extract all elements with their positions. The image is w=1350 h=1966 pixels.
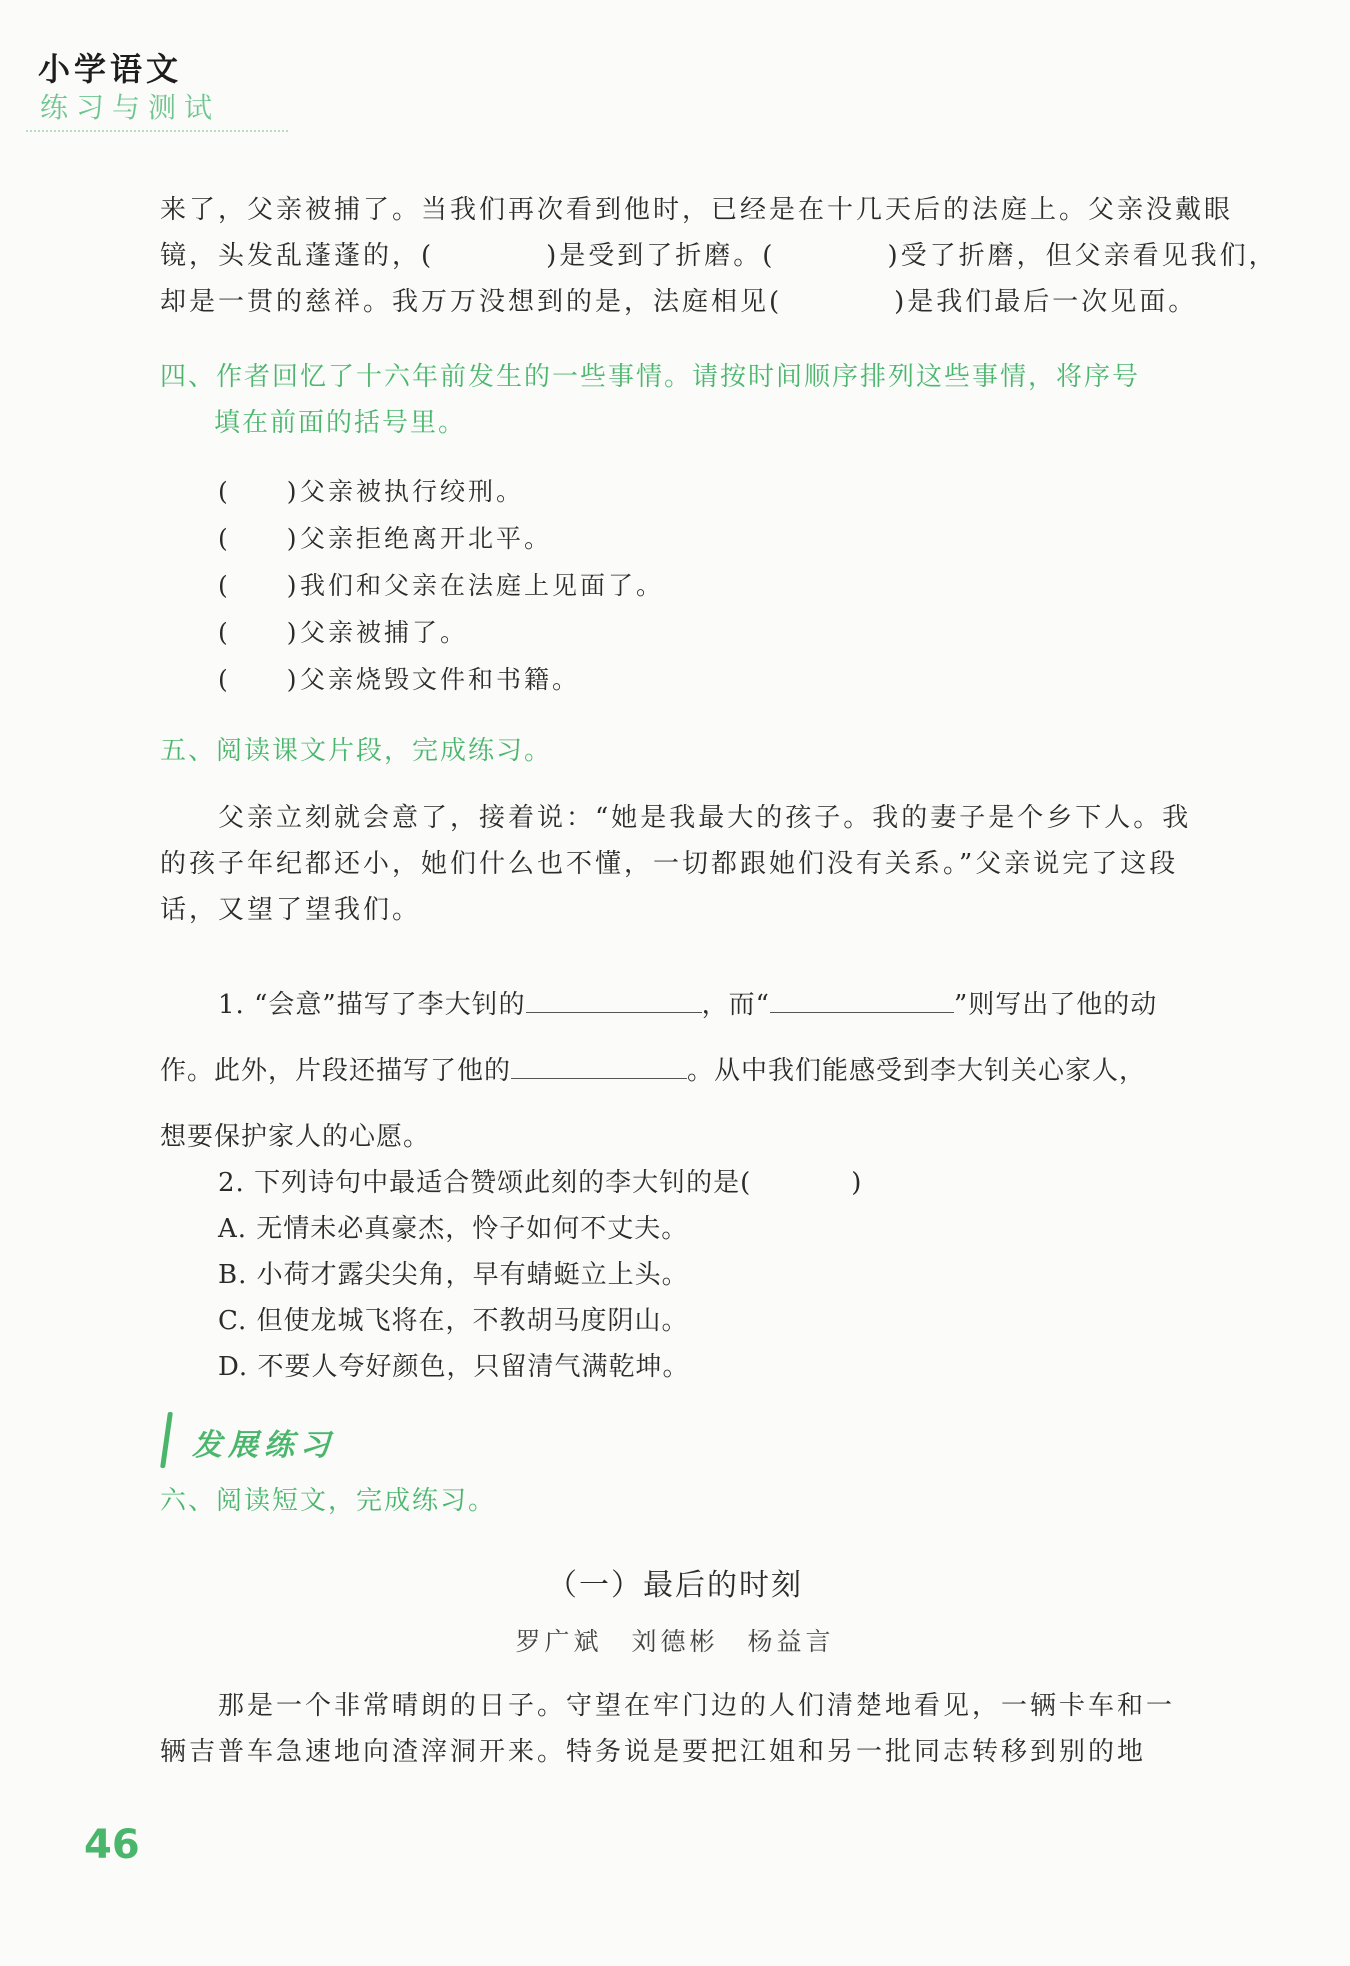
- section-5-heading: 五、阅读课文片段，完成练习。: [160, 736, 553, 766]
- order-item: [218, 613, 468, 649]
- fill-blank[interactable]: [526, 988, 702, 1013]
- question-text: ): [851, 1168, 863, 1198]
- answer-paren[interactable]: ( ): [218, 477, 300, 506]
- question-text: 作。此外，片段还描写了他的: [160, 1056, 512, 1086]
- section-4-heading: 四、作者回忆了十六年前发生的一些事情。请按时间顺序排列这些事情，将序号: [160, 362, 1141, 392]
- fill-blank[interactable]: [511, 1054, 687, 1079]
- section-6-heading: 六、阅读短文，完成练习。: [160, 1486, 497, 1516]
- book-header: [26, 42, 288, 136]
- passage-text: 却是一贯的慈祥。我万万没想到的是，法庭相见(: [160, 287, 783, 317]
- excerpt-line-1: 父亲立刻就会意了，接着说：“她是我最大的孩子。我的妻子是个乡下人。我: [218, 803, 1192, 833]
- question-1-line-3: 想要保护家人的心愿。: [160, 1122, 431, 1152]
- order-item-text: 我们和父亲在法庭上见面了。: [300, 571, 665, 600]
- option-a[interactable]: A. 无情未必真豪杰，怜子如何不丈夫。: [218, 1214, 689, 1244]
- article-authors: 罗广斌 刘德彬 杨益言: [515, 1627, 835, 1656]
- passage-text: 镜，头发乱蓬蓬的，(: [160, 241, 435, 271]
- order-item-text: 父亲拒绝离开北平。: [300, 524, 553, 553]
- answer-paren[interactable]: ( ): [218, 665, 300, 694]
- passage-line-3: [160, 282, 1220, 322]
- answer-paren[interactable]: ( ): [218, 524, 300, 553]
- order-item-text: 父亲烧毁文件和书籍。: [300, 665, 581, 694]
- passage-text: )受了折磨，但父亲看见我们，: [887, 241, 1278, 271]
- passage-text: )是我们最后一次见面。: [894, 287, 1198, 317]
- header-divider: [26, 130, 288, 132]
- passage-line-2: [160, 236, 1278, 276]
- section-4-heading-cont: 填在前面的括号里。: [214, 408, 467, 438]
- excerpt-line-3: 话，又望了望我们。: [160, 895, 422, 925]
- answer-paren[interactable]: ( ): [218, 618, 300, 647]
- passage-line-1: 来了，父亲被捕了。当我们再次看到他时，已经是在十几天后的法庭上。父亲没戴眼: [160, 195, 1234, 225]
- question-text: 。从中我们能感受到李大钊关心家人，: [687, 1056, 1147, 1086]
- development-bar-icon: [160, 1412, 173, 1468]
- question-text: ，而“: [701, 990, 770, 1020]
- book-title: 小学语文: [38, 50, 183, 88]
- order-item: [218, 566, 664, 602]
- question-text: ”则写出了他的动: [953, 990, 1158, 1020]
- order-item: [218, 472, 524, 508]
- question-text: 1. “会意”描写了李大钊的: [218, 990, 526, 1020]
- option-c[interactable]: C. 但使龙城飞将在，不教胡马度阴山。: [218, 1306, 689, 1336]
- question-1-line-2: [160, 1050, 1146, 1087]
- order-item-text: 父亲被执行绞刑。: [300, 477, 525, 506]
- passage-text: )是受到了折磨。(: [546, 241, 776, 271]
- development-label: 发展练习: [192, 1428, 336, 1463]
- article-line-2: 辆吉普车急速地向渣滓洞开来。特务说是要把江姐和另一批同志转移到别的地: [160, 1737, 1147, 1767]
- answer-paren[interactable]: ( ): [218, 571, 300, 600]
- book-subtitle: 练习与测试: [40, 91, 221, 124]
- page-number: 46: [84, 1822, 140, 1868]
- option-d[interactable]: D. 不要人夸好颜色，只留清气满乾坤。: [218, 1352, 690, 1382]
- fill-blank[interactable]: [770, 988, 954, 1013]
- question-2: [218, 1162, 862, 1199]
- order-item: [218, 660, 580, 696]
- question-text: 2. 下列诗句中最适合赞颂此刻的李大钊的是(: [218, 1168, 752, 1198]
- article-line-1: 那是一个非常晴朗的日子。守望在牢门边的人们清楚地看见，一辆卡车和一: [218, 1691, 1176, 1721]
- order-item: [218, 519, 552, 555]
- article-title: （一）最后的时刻: [547, 1568, 803, 1603]
- question-1-line-1: [218, 984, 1157, 1021]
- order-item-text: 父亲被捕了。: [300, 618, 469, 647]
- option-b[interactable]: B. 小荷才露尖尖角，早有蜻蜓立上头。: [218, 1260, 689, 1290]
- excerpt-line-2: 的孩子年纪都还小，她们什么也不懂，一切都跟她们没有关系。”父亲说完了这段: [160, 849, 1179, 879]
